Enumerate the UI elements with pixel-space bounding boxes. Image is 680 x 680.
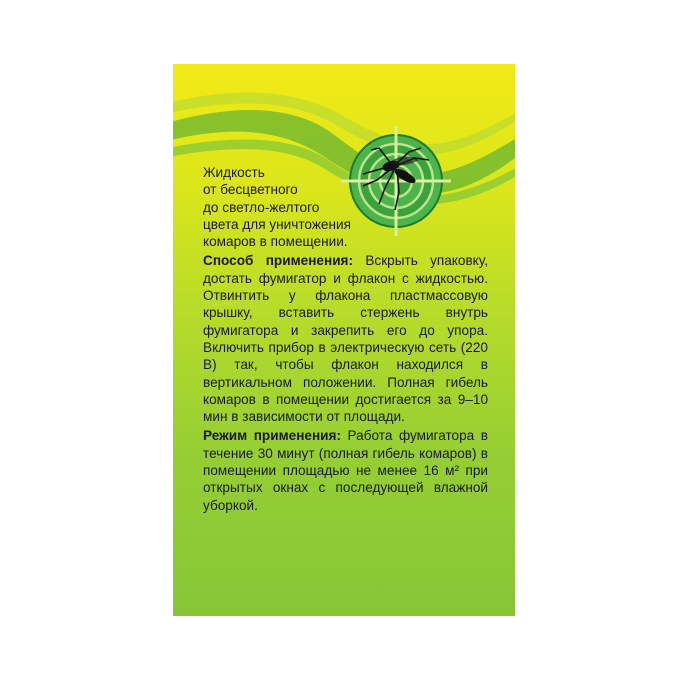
intro-line: от бесцветного xyxy=(203,182,298,198)
mode-text: Работа фумигатора в течение 30 минут (полная гибель комаров) в помещении площадью не менее 16 м² при открытых окнах с последующей влажной уборкой. xyxy=(203,428,488,513)
usage-paragraph xyxy=(203,252,488,425)
mode-heading: Режим применения: xyxy=(203,428,341,444)
usage-text: Вскрыть упаковку, достать фумигатор и флакон с жидкостью. Отвинтить у флакона пластмассовую крышку, вставить стержень внутрь фумигатора и закрепить его до упора. Включить прибор в электрическую сеть (220 В) так, чтобы флакон находился в вертикальном положении. Полная гибель комаров в помещении достигается за 9–10 мин в зависимости от площади. xyxy=(203,253,488,425)
usage-heading: Способ применения: xyxy=(203,253,354,269)
intro-line: комаров в помещении. xyxy=(203,234,348,250)
intro-line: до светло-желтого xyxy=(203,199,320,215)
intro-text xyxy=(203,164,383,250)
package-panel xyxy=(173,64,515,616)
intro-line: Жидкость xyxy=(203,165,265,180)
product-description xyxy=(203,164,488,514)
intro-line: цвета для уничтожения xyxy=(203,216,351,232)
mode-paragraph xyxy=(203,427,488,513)
